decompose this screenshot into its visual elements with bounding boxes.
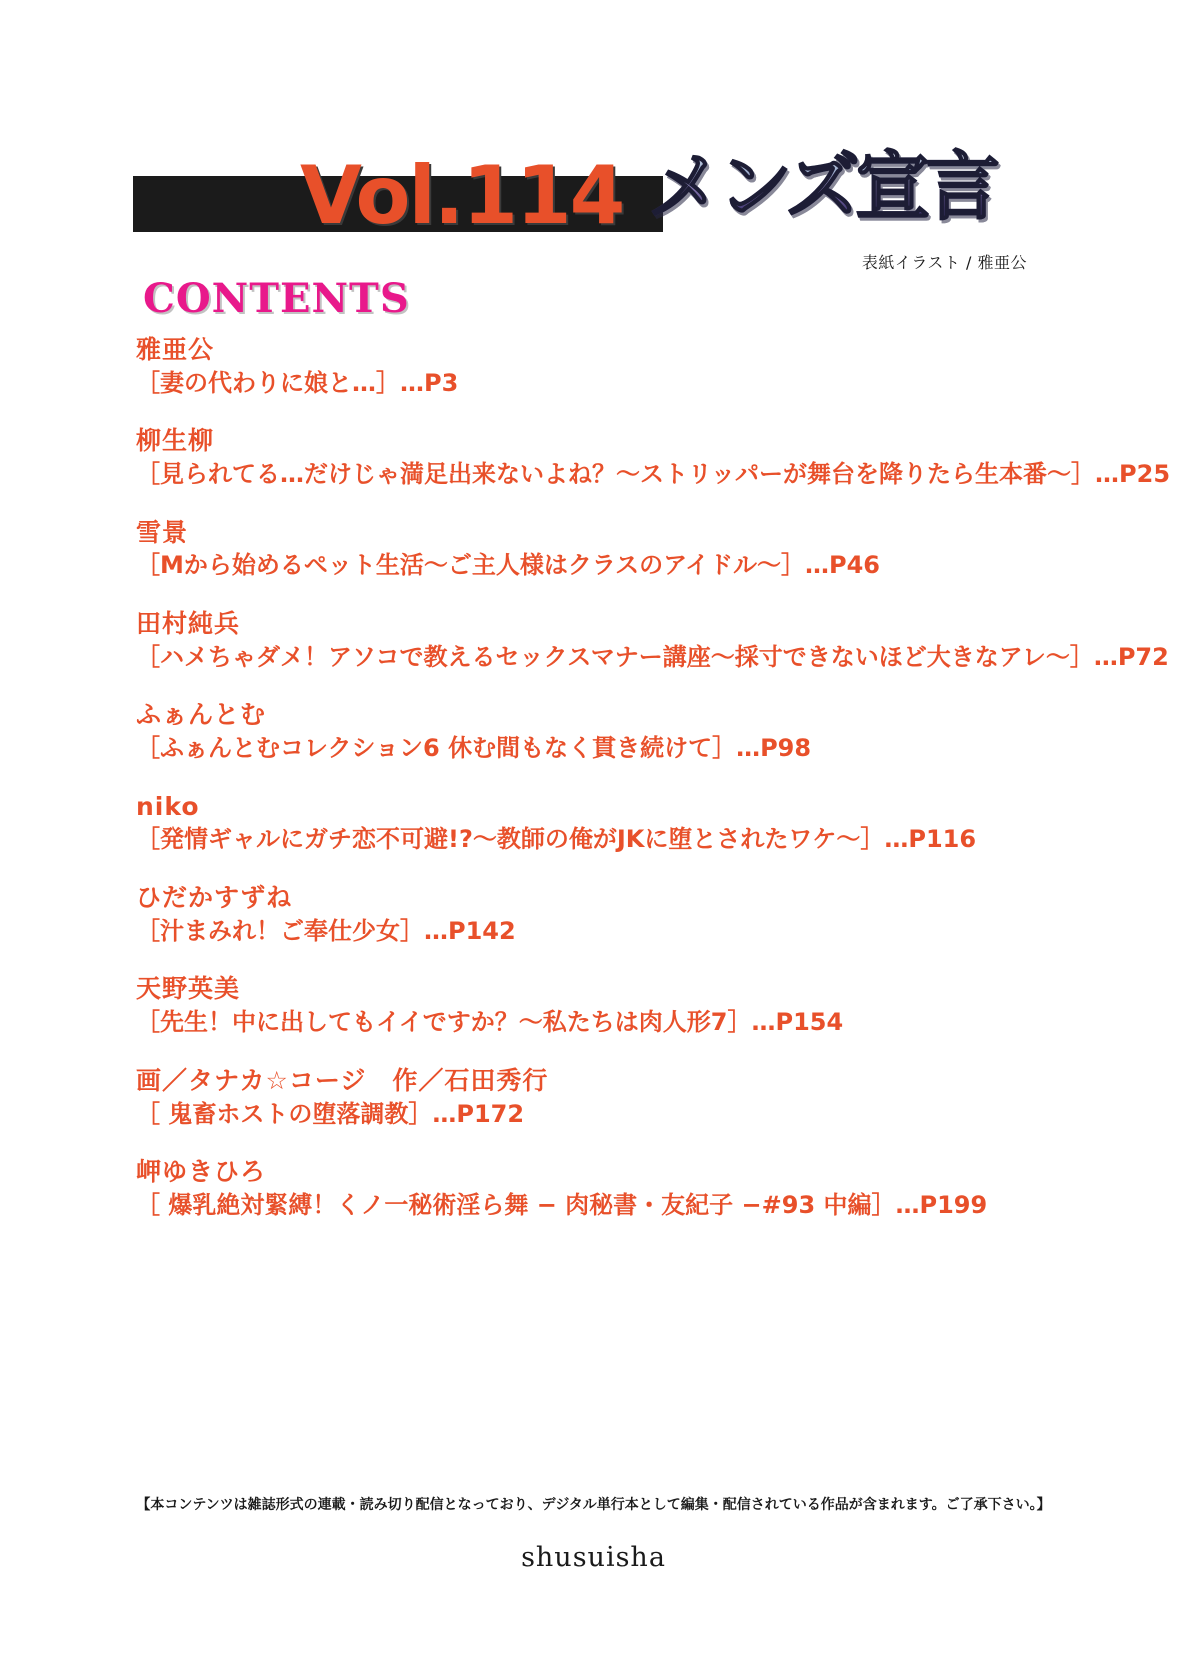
volume-number: Vol.114 <box>300 149 624 242</box>
entry-author: 雅亜公 <box>136 335 215 364</box>
list-item[interactable] <box>136 424 1171 491</box>
entry-title: ［ 爆乳絶対緊縛！くノ一秘術淫ら舞 − 肉秘書・友紀子 −#93 中編］…P199 <box>136 1190 988 1219</box>
list-item[interactable] <box>136 790 1096 857</box>
entry-author: 岬ゆきひろ <box>136 1157 267 1187</box>
magazine-logo: メンズ宣言 <box>648 144 996 230</box>
contents-list <box>136 333 1171 1246</box>
entry-title: ［発情ギャルにガチ恋不可避!?～教師の俺がJKに堕とされたワケ～］…P116 <box>136 825 977 854</box>
publisher-brand: shusuisha <box>521 1542 666 1573</box>
list-item[interactable] <box>136 333 1096 400</box>
list-item[interactable] <box>136 516 1096 583</box>
list-item[interactable] <box>136 881 1096 948</box>
entry-title: ［汁まみれ！ご奉仕少女］…P142 <box>136 916 516 945</box>
entry-author: niko <box>136 791 200 821</box>
list-item[interactable] <box>136 607 1169 674</box>
list-item[interactable] <box>136 972 1096 1039</box>
entry-author: ふぁんとむ <box>136 700 267 730</box>
list-item[interactable] <box>136 698 1096 765</box>
entry-title: ［先生！中に出してもイイですか？～私たちは肉人形7］…P154 <box>136 1008 844 1037</box>
entry-author: 雪景 <box>136 517 189 547</box>
entry-author: 天野英美 <box>136 974 241 1004</box>
contents-heading: CONTENTS <box>143 275 410 322</box>
entry-title: ［妻の代わりに娘と…］…P3 <box>136 368 459 397</box>
cover-illustration-credit: 表紙イラスト / 雅亜公 <box>861 253 1027 272</box>
entry-title: ［ハメちゃダメ！アソコで教えるセックスマナー講座～採寸できないほど大きなアレ～］…P72 <box>136 642 1169 671</box>
masthead <box>0 144 1187 272</box>
entry-title: ［Mから始めるペット生活～ご主人様はクラスのアイドル～］…P46 <box>136 551 880 580</box>
list-item[interactable] <box>136 1064 1096 1131</box>
entry-author: 柳生柳 <box>136 426 215 456</box>
entry-author: 田村純兵 <box>136 609 241 639</box>
entry-author: ひだかすずね <box>136 883 293 913</box>
entry-author: 画／タナカ☆コージ 作／石田秀行 <box>136 1065 549 1095</box>
entry-title: ［ふぁんとむコレクション6 休む間もなく貫き続けて］…P98 <box>136 734 812 763</box>
disclaimer-text: 【本コンテンツは雑誌形式の連載・読み切り配信となっており、デジタル単行本として編集・配信されている作品が含まれます。ご了承下さい。】 <box>136 1497 1051 1513</box>
entry-title: ［見られてる…だけじゃ満足出来ないよね？～ストリッパーが舞台を降りたら生本番～］…P25 <box>136 460 1171 489</box>
entry-title: ［ 鬼畜ホストの堕落調教］…P172 <box>136 1099 525 1128</box>
list-item[interactable] <box>136 1155 1096 1222</box>
